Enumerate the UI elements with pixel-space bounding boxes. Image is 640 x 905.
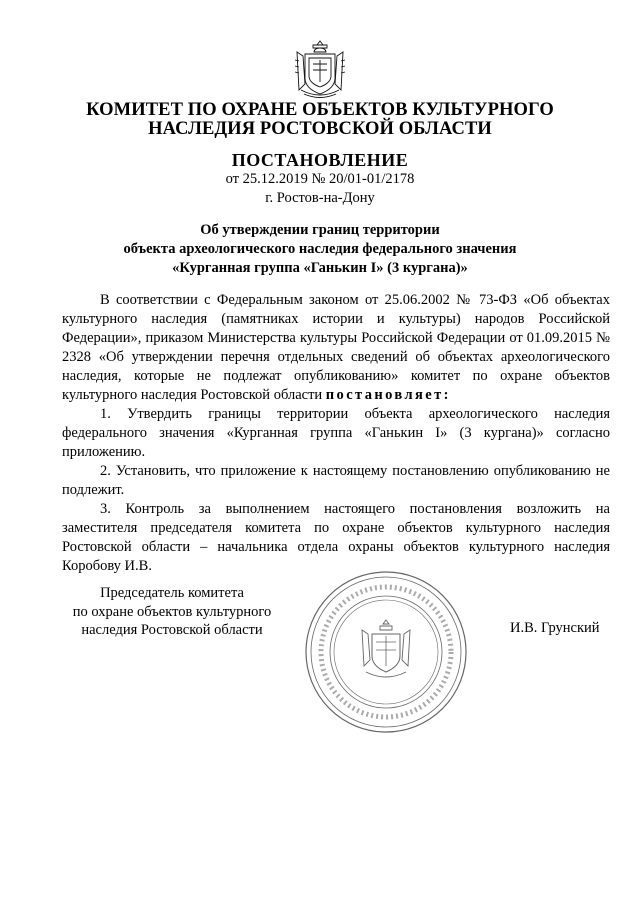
subject-line1: Об утверждении границ территории [200, 222, 440, 238]
signatory-position-line1: Председатель комитета [100, 585, 244, 601]
resolution-items [62, 405, 610, 576]
organization-name-line1: КОМИТЕТ ПО ОХРАНЕ ОБЪЕКТОВ КУЛЬТУРНОГО [86, 100, 554, 120]
document-type: ПОСТАНОВЛЕНИЕ [231, 150, 409, 170]
official-seal-icon [302, 568, 470, 736]
preamble-paragraph [62, 291, 610, 405]
resolves-word: постановляет: [325, 387, 451, 403]
document-city: г. Ростов-на-Дону [265, 190, 375, 206]
signatory-name: И.В. Грунский [510, 620, 600, 636]
resolution-item-2: 2. Установить, что приложение к настоящему постановлению опубликованию не подлежит. [62, 463, 610, 498]
coat-of-arms-icon [291, 38, 349, 100]
subject-line2: объекта археологического наследия федерального значения [123, 241, 517, 257]
preamble-text: В соответствии с Федеральным законом от 25.06.2002 № 73-ФЗ «Об объектах культурного наследия (памятниках истории и культуры) народов Российской Федерации», приказом Министерства культуры Российской Федерации от 01.09.2015 № 2328 «Об утверждении перечня отдельных сведений об объектах археологического наследия, которые не подлежат опубликованию» комитет по охране объектов культурного наследия Ростовской области [62, 292, 610, 403]
document-date-number: от 25.12.2019 № 20/01-01/2178 [225, 171, 415, 187]
signatory-position-line3: наследия Ростовской области [81, 622, 263, 638]
signatory-position-line2: по охране объектов культурного [72, 603, 272, 620]
organization-name-line2: НАСЛЕДИЯ РОСТОВСКОЙ ОБЛАСТИ [148, 119, 492, 139]
resolution-item-3: 3. Контроль за выполнением настоящего постановления возложить на заместителя председателя комитета по охране объектов культурного наследия Ростовской области – начальника отдела охраны объектов культурного наследия Коробову И.В. [62, 501, 610, 574]
subject-line3: «Курганная группа «Ганькин I» (3 кургана)» [172, 260, 468, 276]
resolution-item-1: 1. Утвердить границы территории объекта археологического наследия федерального значения «Курганная группа «Ганькин I» (3 кургана)» согласно приложению. [62, 406, 610, 460]
signatory-position [62, 584, 282, 640]
